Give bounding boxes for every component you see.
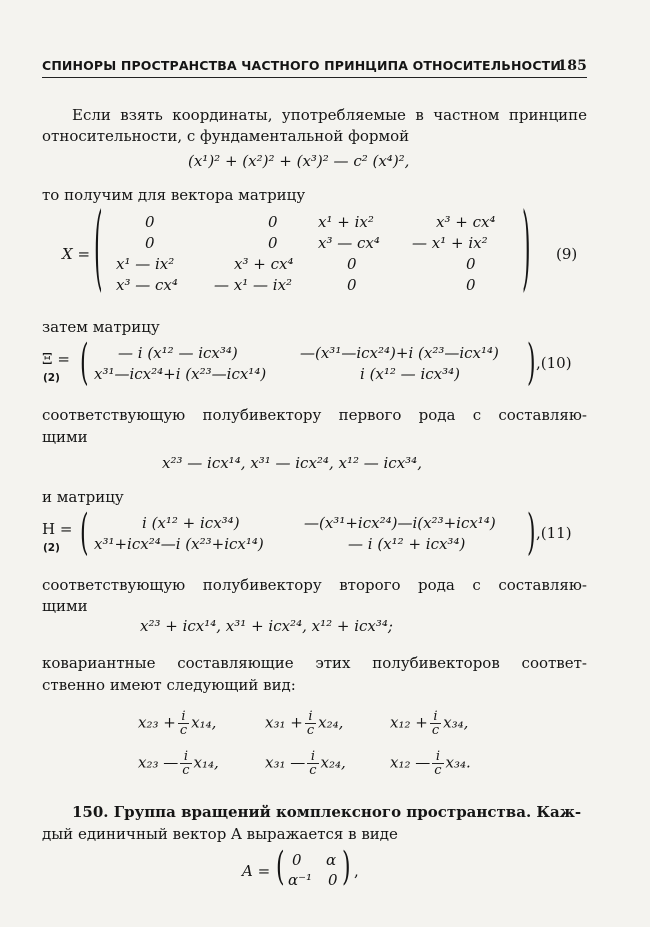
paragraph-line: соответствующую полубивектору второго рода с составляю- [42, 576, 587, 594]
fraction-numerator: i [432, 750, 443, 764]
matrix-cell: 0 [268, 234, 278, 252]
matrix-cell: x¹ — ix² [116, 255, 175, 273]
right-paren: ) [522, 198, 531, 304]
term-part: x₃₁ + [265, 713, 303, 732]
covariant-row-2 [138, 746, 518, 782]
equation-number: (9) [556, 245, 578, 263]
equation-number: ,(11) [536, 524, 572, 542]
matrix-cell: — i (x¹² — icx³⁴) [118, 344, 238, 362]
matrix-cell: x¹ + ix² [318, 213, 374, 231]
left-paren: ( [94, 198, 103, 304]
equation-9 [62, 198, 582, 304]
term-part: x₂₄, [320, 753, 346, 772]
components-equation: x²³ + icx¹⁴, x³¹ + icx²⁴, x¹² + icx³⁴; [140, 617, 393, 635]
term-part: x₂₃ + [138, 713, 176, 732]
covariant-term [138, 710, 216, 737]
term-part: x₂₃ — [138, 753, 179, 772]
matrix-cell: 0 [268, 213, 278, 231]
matrix-cell: — x¹ — ix² [214, 276, 293, 294]
fraction [307, 750, 318, 777]
fraction-numerator: i [307, 750, 318, 764]
matrix-cell: —(x³¹—icx²⁴)+i (x²³—icx¹⁴) [300, 344, 499, 362]
fraction [305, 710, 316, 737]
right-paren: ) [342, 845, 351, 891]
fraction-numerator: i [178, 710, 189, 724]
matrix-cell: 0 [466, 276, 476, 294]
left-paren: ( [80, 336, 89, 392]
matrix-cell: 0 [145, 213, 155, 231]
term-part: x₃₁ — [265, 753, 306, 772]
paragraph-line: затем матрицу [42, 318, 160, 336]
covariant-term [265, 750, 346, 777]
equation-subscript: (2) [43, 372, 60, 384]
equation-subscript: (2) [43, 542, 60, 554]
term-part: x₁₂ — [390, 753, 431, 772]
term-part: x₂₄, [318, 713, 344, 732]
matrix-cell: — x¹ + ix² [412, 234, 488, 252]
equation-lhs: H = [42, 520, 73, 538]
matrix-cell: x³¹+icx²⁴—i (x²³+icx¹⁴) [94, 535, 264, 553]
covariant-term [138, 750, 219, 777]
matrix-cell: x³ — cx⁴ [318, 234, 380, 252]
term-part: x₃₄, [443, 713, 469, 732]
section-title: 150. Группа вращений комплексного пространства. [72, 803, 532, 821]
matrix-cell: i (x¹² — icx³⁴) [360, 365, 460, 383]
paragraph-line: ковариантные составляющие этих полубивекторов соответ- [42, 654, 587, 672]
paragraph-line: соответствующую полубивектору первого рода с составляю- [42, 406, 587, 424]
paragraph-line: дый единичный вектор A выражается в виде [42, 825, 398, 843]
fraction-denominator: c [309, 763, 317, 778]
paragraph-line: щими [42, 428, 88, 446]
equation-lhs: Ξ = [42, 350, 70, 368]
left-paren: ( [80, 506, 89, 562]
matrix-cell: 0 [292, 851, 302, 869]
paragraph-line: ственно имеют следующий вид: [42, 676, 296, 694]
matrix-cell: 0 [145, 234, 155, 252]
term-part: x₁₄, [193, 753, 219, 772]
equation-11 [42, 506, 587, 562]
fraction-numerator: i [430, 710, 441, 724]
equation-10 [42, 336, 587, 392]
matrix-cell: x³¹—icx²⁴+i (x²³—icx¹⁴) [94, 365, 267, 383]
section-title-continuation: Каж- [531, 803, 582, 821]
term-part: x₁₂ + [390, 713, 428, 732]
equation-lhs: A = [242, 862, 271, 880]
header-title: СПИНОРЫ ПРОСТРАНСТВА ЧАСТНОГО ПРИНЦИПА ОТНОСИТЕЛЬНОСТИ [42, 58, 561, 73]
right-paren: ) [527, 336, 536, 392]
covariant-term [265, 710, 343, 737]
matrix-cell: 0 [328, 871, 338, 889]
matrix-cell: 0 [347, 255, 357, 273]
right-paren: ) [527, 506, 536, 562]
covariant-term [390, 750, 471, 777]
fraction-denominator: c [179, 723, 188, 738]
running-header [42, 55, 587, 78]
fraction-denominator: c [306, 723, 315, 738]
matrix-cell: i (x¹² + icx³⁴) [142, 514, 240, 532]
matrix-cell: 0 [347, 276, 357, 294]
term-part: x₃₄. [445, 753, 471, 772]
paragraph-line: щими [42, 597, 88, 615]
equation-lhs: X = [62, 245, 91, 263]
paragraph-line: относительности, с фундаментальной формой [42, 127, 410, 145]
paragraph-line: и матрицу [42, 488, 124, 506]
matrix-cell: α [326, 851, 337, 869]
section-heading-line [42, 803, 587, 821]
matrix-cell: —(x³¹+icx²⁴)—i(x²³+icx¹⁴) [304, 514, 496, 532]
fraction [180, 750, 191, 777]
fraction-numerator: i [180, 750, 191, 764]
matrix-cell: — i (x¹² + icx³⁴) [348, 535, 466, 553]
fundamental-form-equation: (x¹)² + (x²)² + (x³)² — c² (x⁴)², [188, 152, 410, 170]
matrix-cell: 0 [466, 255, 476, 273]
left-paren: ( [276, 845, 285, 891]
equation-number: ,(10) [536, 354, 572, 372]
paragraph-line: Если взять координаты, употребляемые в частном принципе [72, 106, 587, 124]
matrix-cell: α⁻¹ [288, 871, 313, 889]
fraction [432, 750, 443, 777]
covariant-term [390, 710, 468, 737]
fraction [430, 710, 441, 737]
fraction-denominator: c [434, 763, 442, 778]
page-number: 185 [557, 58, 587, 74]
matrix-cell: x³ + cx⁴ [436, 213, 496, 231]
covariant-row-1 [138, 706, 518, 742]
fraction-denominator: c [431, 723, 440, 738]
matrix-cell: x³ — cx⁴ [116, 276, 178, 294]
fraction [178, 710, 189, 737]
matrix-cell: x³ + cx⁴ [234, 255, 294, 273]
term-part: x₁₄, [191, 713, 217, 732]
unit-vector-equation [242, 845, 382, 893]
paragraph-line: то получим для вектора матрицу [42, 186, 306, 204]
fraction-denominator: c [182, 763, 190, 778]
fraction-numerator: i [305, 710, 316, 724]
components-equation: x²³ — icx¹⁴, x³¹ — icx²⁴, x¹² — icx³⁴, [162, 454, 422, 472]
equation-tail: , [354, 862, 359, 880]
